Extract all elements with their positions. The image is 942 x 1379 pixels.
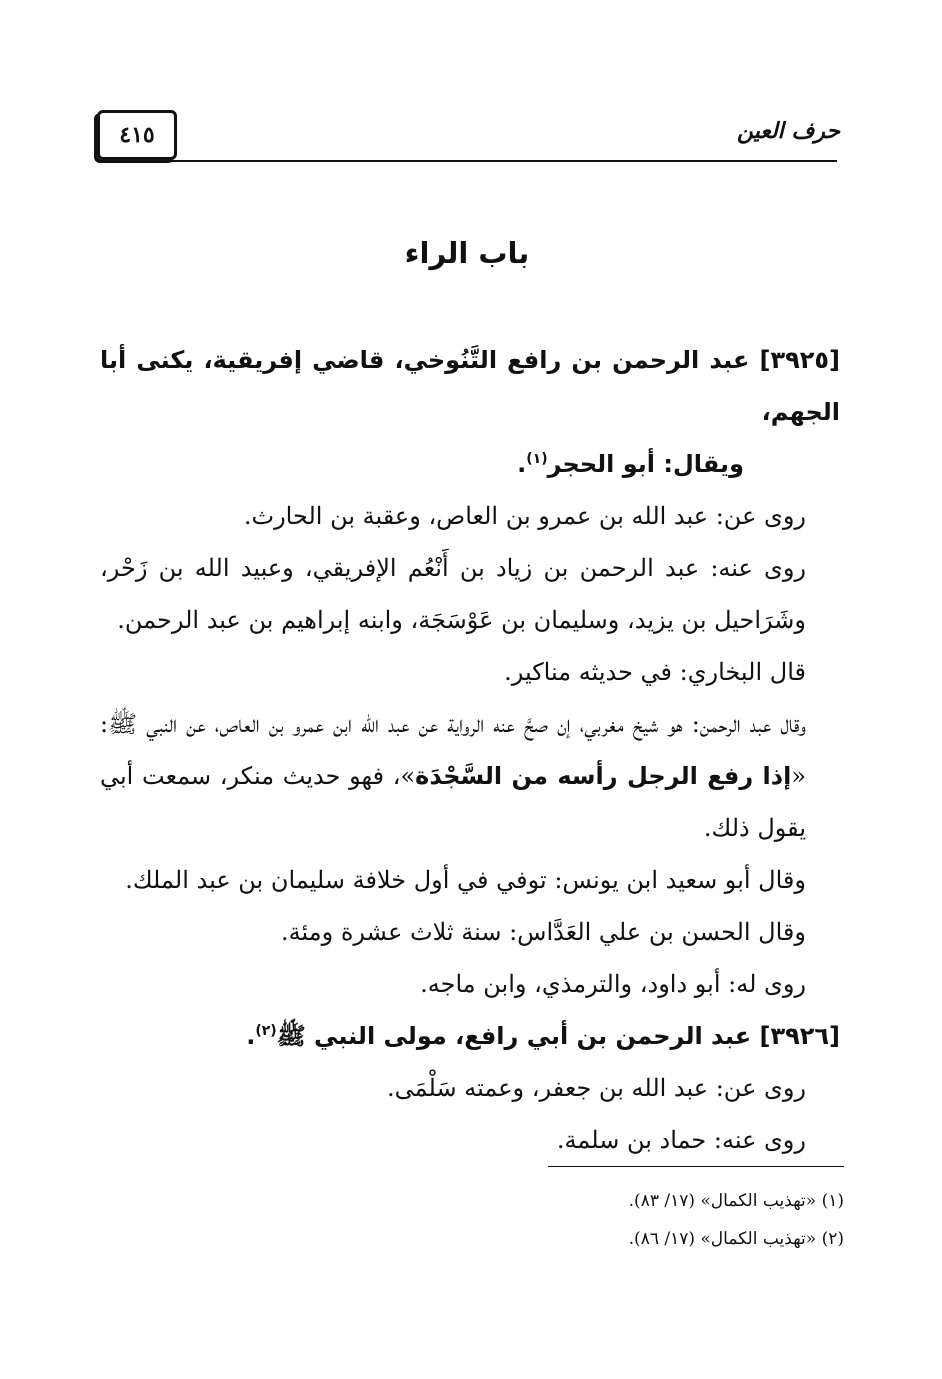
footnote-1: (١) «تهذيب الكمال» (١٧/ ٨٣). (628, 1191, 844, 1211)
running-head: حرف العين (736, 118, 840, 144)
footnotes (400, 1182, 844, 1258)
narrated-by-3926: روى عنه: حماد بن سلمة. (556, 1126, 806, 1154)
entry-heading-3925-line2: ويقال: أبو الحجر (547, 450, 744, 478)
entry-heading-3926-end: . (246, 1022, 256, 1050)
narrated-by-3925: روى عنه: عبد الرحمن بن زياد بن أَنْعُم الإفريقي، وعبيد الله بن زَحْر، وشَرَاحيل بن يزيد، وسليمان بن عَوْسَجَة، وابنه إبراهيم بن عبد الرحمن. (100, 554, 806, 634)
hadith-quote: إذا رفع الرجل رأسه من السَّجْدَة (415, 762, 792, 790)
entry-heading-3926-text: [٣٩٢٦] عبد الرحمن بن أبي رافع، مولى النبي ﷺ (276, 1022, 840, 1050)
entry-heading-3926 (100, 1010, 840, 1062)
entry-heading-3925-end: . (517, 450, 527, 478)
main-text (100, 334, 840, 1166)
abd-rahman-statement (100, 698, 840, 854)
abd-rahman-statement-post: »، فهو حديث منكر، سمعت أبي يقول ذلك. (100, 762, 806, 842)
haddas-statement: وقال الحسن بن علي العَدَّاس: سنة ثلاث عشرة ومئة. (281, 918, 806, 946)
ibn-yunus-statement: وقال أبو سعيد ابن يونس: توفي في أول خلافة سليمان بن عبد الملك. (125, 866, 806, 894)
narrated-in-3925: روى له: أبو داود، والترمذي، وابن ماجه. (420, 970, 806, 998)
footnote-rule (548, 1166, 844, 1167)
chapter-title: باب الراء (404, 236, 530, 270)
bukhari-statement: قال البخاري: في حديثه مناكير. (504, 658, 806, 686)
abd-rahman-statement-pre: وقال عبد الرحمن: هو شيخ مغربي، إن صحَّ عنه الرواية عن عبد الله ابن عمرو بن العاص، عن النبي ﷺ: « (100, 710, 806, 790)
header-rule (97, 160, 837, 162)
footnote-ref-2: (٢) (255, 1023, 277, 1039)
entry-heading-3925 (100, 334, 840, 490)
page-number-text: ٤١٥ (119, 122, 155, 148)
footnote-2: (٢) «تهذيب الكمال» (١٧/ ٨٦). (628, 1229, 844, 1249)
entry-heading-3925-line1: [٣٩٢٥] عبد الرحمن بن رافع التَّنُوخي، قاضي إفريقية، يكنى أبا الجهم، (100, 346, 840, 426)
narrated-from-3926: روى عن: عبد الله بن جعفر، وعمته سَلْمَى. (387, 1074, 806, 1102)
footnote-ref-1: (١) (526, 451, 548, 467)
page-number (97, 110, 177, 160)
narrated-from-3925: روى عن: عبد الله بن عمرو بن العاص، وعقبة بن الحارث. (243, 502, 806, 530)
